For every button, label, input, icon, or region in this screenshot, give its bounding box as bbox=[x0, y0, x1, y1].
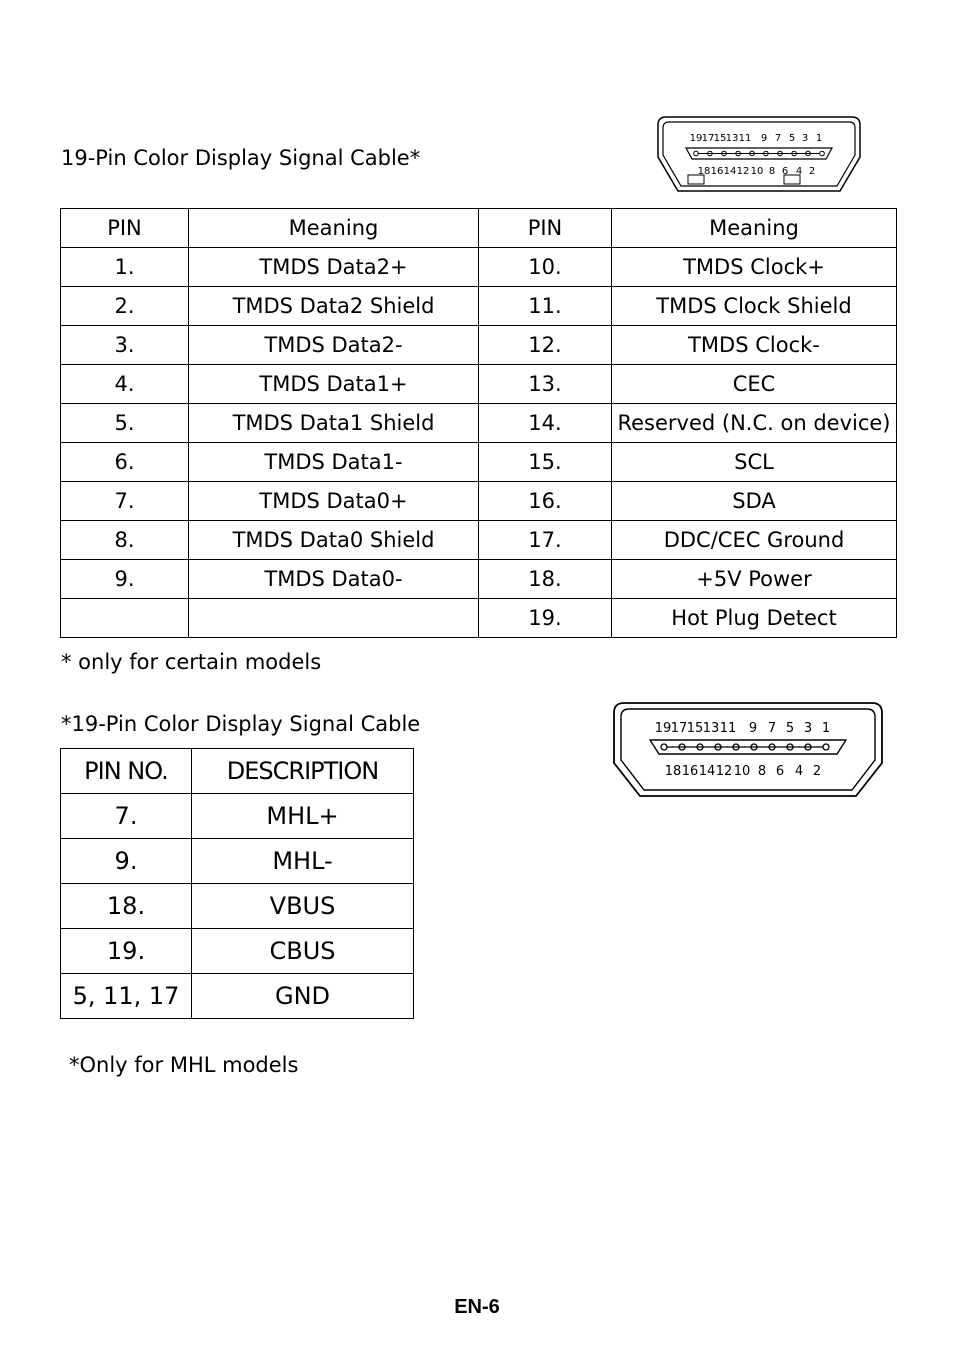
table-row bbox=[61, 884, 414, 929]
table-cell: 17. bbox=[479, 521, 612, 560]
table-cell: TMDS Data1 Shield bbox=[189, 404, 479, 443]
table-cell: TMDS Data2- bbox=[189, 326, 479, 365]
section1-caption: 19-Pin Color Display Signal Cable* bbox=[61, 146, 421, 170]
pin-label: 13 bbox=[702, 721, 720, 736]
table-cell: 19. bbox=[479, 599, 612, 638]
pin-label: 3 bbox=[801, 133, 809, 144]
pin-label: 14 bbox=[698, 764, 716, 779]
pin-label: 9 bbox=[748, 721, 758, 736]
table-cell: 9. bbox=[61, 839, 192, 884]
table-row bbox=[61, 929, 414, 974]
table-cell: TMDS Data1+ bbox=[189, 365, 479, 404]
table-row bbox=[61, 599, 897, 638]
pin-label: 6 bbox=[775, 764, 785, 779]
pin-label: 6 bbox=[781, 166, 789, 177]
pin-label: 12 bbox=[736, 166, 750, 177]
pin-label: 10 bbox=[750, 166, 764, 177]
pin-label: 5 bbox=[785, 721, 795, 736]
section2-note: *Only for MHL models bbox=[69, 1053, 299, 1077]
pin-label: 7 bbox=[774, 133, 782, 144]
page-number: EN-6 bbox=[454, 1296, 500, 1318]
table-cell: DDC/CEC Ground bbox=[612, 521, 897, 560]
pin-label: 16 bbox=[681, 764, 699, 779]
table-cell: Reserved (N.C. on device) bbox=[612, 404, 897, 443]
pin-label: 2 bbox=[808, 166, 816, 177]
pin-label: 18 bbox=[664, 764, 682, 779]
table-row bbox=[61, 560, 897, 599]
table-cell: 16. bbox=[479, 482, 612, 521]
table-cell: TMDS Clock+ bbox=[612, 248, 897, 287]
table-row bbox=[61, 287, 897, 326]
table-cell: MHL- bbox=[192, 839, 414, 884]
table-cell: 9. bbox=[61, 560, 189, 599]
pin-label: 2 bbox=[812, 764, 822, 779]
table-cell: 5. bbox=[61, 404, 189, 443]
table-header-row bbox=[61, 749, 414, 794]
hdmi-pin-table bbox=[60, 208, 897, 638]
connector-bottom-pins bbox=[698, 166, 816, 177]
connector-top-pins bbox=[690, 133, 823, 144]
table-row bbox=[61, 404, 897, 443]
table-cell: CEC bbox=[612, 365, 897, 404]
table-cell: 13. bbox=[479, 365, 612, 404]
table-cell: 3. bbox=[61, 326, 189, 365]
table-cell: 19. bbox=[61, 929, 192, 974]
table-cell: TMDS Data0- bbox=[189, 560, 479, 599]
table-cell: TMDS Data2 Shield bbox=[189, 287, 479, 326]
connector-bottom-pins bbox=[665, 764, 821, 779]
pin-label: 1 bbox=[815, 133, 823, 144]
pin-label: 18 bbox=[697, 166, 711, 177]
table-cell bbox=[61, 599, 189, 638]
mhl-pin-table bbox=[60, 748, 414, 1019]
pin-label: 4 bbox=[795, 166, 803, 177]
table-cell bbox=[189, 599, 479, 638]
pin-label: 19 bbox=[689, 133, 703, 144]
table-cell: 15. bbox=[479, 443, 612, 482]
table-cell: 7. bbox=[61, 794, 192, 839]
table-header-cell: PIN bbox=[61, 209, 189, 248]
table-cell: TMDS Clock Shield bbox=[612, 287, 897, 326]
table-cell: 12. bbox=[479, 326, 612, 365]
hdmi-connector-icon bbox=[656, 115, 862, 195]
pin-label: 4 bbox=[794, 764, 804, 779]
table-row bbox=[61, 443, 897, 482]
table-cell: TMDS Data2+ bbox=[189, 248, 479, 287]
table-cell: 10. bbox=[479, 248, 612, 287]
table-cell: TMDS Data1- bbox=[189, 443, 479, 482]
pin-label: 8 bbox=[768, 166, 776, 177]
pin-label: 3 bbox=[803, 721, 813, 736]
table-cell: 2. bbox=[61, 287, 189, 326]
pin-label: 13 bbox=[725, 133, 739, 144]
table-cell: 5, 11, 17 bbox=[61, 974, 192, 1019]
table-cell: +5V Power bbox=[612, 560, 897, 599]
pin-label: 17 bbox=[701, 133, 715, 144]
pin-label: 15 bbox=[686, 721, 704, 736]
table-row bbox=[61, 521, 897, 560]
table-header-row bbox=[61, 209, 897, 248]
section2-caption: *19-Pin Color Display Signal Cable bbox=[61, 712, 421, 736]
section1-note: * only for certain models bbox=[61, 650, 322, 674]
table-row bbox=[61, 794, 414, 839]
pin-label: 8 bbox=[757, 764, 767, 779]
table-row bbox=[61, 974, 414, 1019]
table-header-cell: PIN NO. bbox=[61, 749, 192, 794]
table-cell: 7. bbox=[61, 482, 189, 521]
table-cell: 6. bbox=[61, 443, 189, 482]
table-cell: VBUS bbox=[192, 884, 414, 929]
table-cell: 18. bbox=[479, 560, 612, 599]
table-cell: 14. bbox=[479, 404, 612, 443]
pin-label: 19 bbox=[654, 721, 672, 736]
table-row bbox=[61, 365, 897, 404]
table-row bbox=[61, 248, 897, 287]
pin-label: 15 bbox=[713, 133, 727, 144]
table-row bbox=[61, 326, 897, 365]
table-header-cell: PIN bbox=[479, 209, 612, 248]
pin-label: 7 bbox=[767, 721, 777, 736]
table-cell: SDA bbox=[612, 482, 897, 521]
pin-label: 9 bbox=[760, 133, 768, 144]
pin-label: 12 bbox=[715, 764, 733, 779]
table-row bbox=[61, 482, 897, 521]
table-cell: 11. bbox=[479, 287, 612, 326]
table-cell: 8. bbox=[61, 521, 189, 560]
pin-label: 16 bbox=[710, 166, 724, 177]
table-cell: GND bbox=[192, 974, 414, 1019]
table-cell: 4. bbox=[61, 365, 189, 404]
pin-label: 11 bbox=[719, 721, 737, 736]
pin-label: 11 bbox=[738, 133, 752, 144]
table-cell: MHL+ bbox=[192, 794, 414, 839]
pin-label: 5 bbox=[788, 133, 796, 144]
table-cell: TMDS Data0 Shield bbox=[189, 521, 479, 560]
pin-label: 10 bbox=[733, 764, 751, 779]
table-row bbox=[61, 839, 414, 884]
pin-label: 14 bbox=[723, 166, 737, 177]
table-cell: TMDS Data0+ bbox=[189, 482, 479, 521]
table-cell: 18. bbox=[61, 884, 192, 929]
table-header-cell: Meaning bbox=[612, 209, 897, 248]
connector-top-pins bbox=[655, 721, 830, 736]
pin-label: 17 bbox=[670, 721, 688, 736]
table-cell: TMDS Clock- bbox=[612, 326, 897, 365]
table-header-cell: Meaning bbox=[189, 209, 479, 248]
pin-label: 1 bbox=[821, 721, 831, 736]
hdmi-connector-icon bbox=[612, 701, 884, 799]
table-cell: CBUS bbox=[192, 929, 414, 974]
table-header-cell: DESCRIPTION bbox=[192, 749, 414, 794]
table-cell: 1. bbox=[61, 248, 189, 287]
table-cell: Hot Plug Detect bbox=[612, 599, 897, 638]
table-cell: SCL bbox=[612, 443, 897, 482]
